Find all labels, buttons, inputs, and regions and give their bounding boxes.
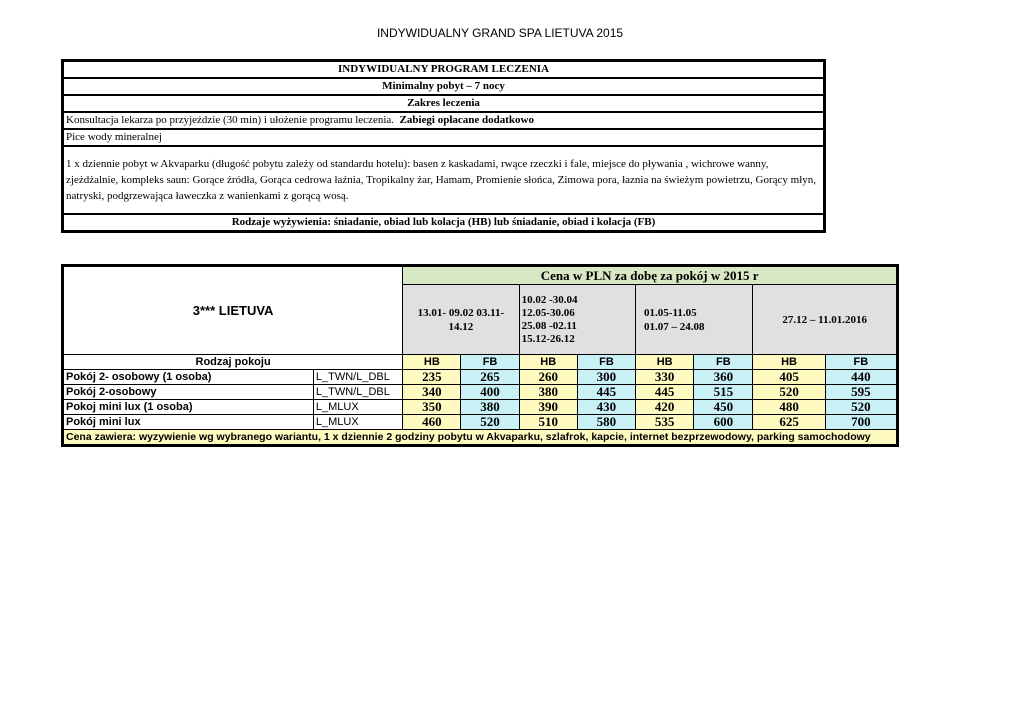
table-row <box>63 400 898 415</box>
meal-label-hb: HB <box>403 355 461 370</box>
price-cell: 260 <box>519 370 577 385</box>
period-4 <box>753 285 898 355</box>
meal-types: Rodzaje wyżywienia: śniadanie, obiad lub kolacja (HB) lub śniadanie, obiad i kolacja (FB) <box>63 214 825 232</box>
treatment-scope: Zakres leczenia <box>63 95 825 112</box>
meal-label-hb: HB <box>519 355 577 370</box>
room-code: L_TWN/L_DBL <box>313 385 402 400</box>
price-cell: 420 <box>636 400 694 415</box>
price-cell: 235 <box>403 370 461 385</box>
table-row <box>63 415 898 430</box>
table-row <box>63 385 898 400</box>
price-cell: 595 <box>825 385 897 400</box>
consultation-text: Konsultacja lekarza po przyjeździe (30 min) i ułożenie programu leczenia. <box>66 114 395 126</box>
room-code: L_MLUX <box>313 415 402 430</box>
meal-label-hb: HB <box>636 355 694 370</box>
room-type-header: Rodzaj pokoju <box>63 355 403 370</box>
room-code: L_MLUX <box>313 400 402 415</box>
period-line: 01.07 – 24.08 <box>644 320 705 333</box>
extra-paid-note: Zabiegi opłacane dodatkowo <box>399 114 534 126</box>
price-cell: 520 <box>461 415 519 430</box>
price-cell: 480 <box>753 400 825 415</box>
program-title: INDYWIDUALNY PROGRAM LECZENIA <box>63 61 825 79</box>
price-cell: 625 <box>753 415 825 430</box>
price-cell: 445 <box>636 385 694 400</box>
price-cell: 515 <box>694 385 753 400</box>
room-name: Pokój mini lux <box>63 415 314 430</box>
price-cell: 700 <box>825 415 897 430</box>
price-cell: 360 <box>694 370 753 385</box>
page-title: INDYWIDUALNY GRAND SPA LIETUVA 2015 <box>376 26 624 40</box>
period-line: 27.12 – 11.01.2016 <box>782 313 868 326</box>
price-cell: 265 <box>461 370 519 385</box>
price-header: Cena w PLN za dobę za pokój w 2015 r <box>403 266 898 285</box>
price-table <box>61 264 899 447</box>
room-name: Pokój 2-osobowy <box>63 385 314 400</box>
price-cell: 510 <box>519 415 577 430</box>
mineral-water: Pice wody mineralnej <box>63 129 825 146</box>
price-cell: 330 <box>636 370 694 385</box>
minimum-stay: Minimalny pobyt – 7 nocy <box>63 78 825 95</box>
period-line: 13.01- 09.02 03.11- <box>417 306 505 319</box>
price-cell: 340 <box>403 385 461 400</box>
price-cell: 520 <box>825 400 897 415</box>
hotel-name: 3*** LIETUVA <box>63 266 403 355</box>
period-line: 25.08 -02.11 <box>521 319 577 332</box>
meal-label-fb: FB <box>461 355 519 370</box>
price-cell: 600 <box>694 415 753 430</box>
room-name: Pokoj mini lux (1 osoba) <box>63 400 314 415</box>
price-cell: 445 <box>577 385 635 400</box>
price-cell: 535 <box>636 415 694 430</box>
period-2 <box>519 285 635 355</box>
price-cell: 460 <box>403 415 461 430</box>
period-line: 10.02 -30.04 <box>521 293 578 306</box>
meal-label-fb: FB <box>694 355 753 370</box>
treatment-program-table <box>61 59 826 233</box>
price-cell: 405 <box>753 370 825 385</box>
price-cell: 430 <box>577 400 635 415</box>
period-3 <box>636 285 753 355</box>
period-line: 14.12 <box>448 320 474 333</box>
period-line: 12.05-30.06 <box>521 306 575 319</box>
meal-label-fb: FB <box>825 355 897 370</box>
period-line: 01.05-11.05 <box>644 306 697 319</box>
price-cell: 450 <box>694 400 753 415</box>
meal-label-hb: HB <box>753 355 825 370</box>
consultation-row <box>63 112 825 129</box>
price-cell: 300 <box>577 370 635 385</box>
room-name: Pokój 2- osobowy (1 osoba) <box>63 370 314 385</box>
price-cell: 400 <box>461 385 519 400</box>
period-line: 15.12-26.12 <box>521 332 575 345</box>
price-cell: 350 <box>403 400 461 415</box>
price-cell: 390 <box>519 400 577 415</box>
aquapark-description: 1 x dziennie pobyt w Akvaparku (długość pobytu zależy od standardu hotelu): basen z kaskadami, rwące rzeczki i fale, miejsce do pływania , wichrowe wanny, zjeżdżalnie, kompleks saun: Gorące źródła, Gorąca cedrowa łaźnia, Tropikalny żar, Hamam, Promienie słońca, Zimowa pora, łaznia na świeżym powietrzu, Gorący młyn, natryski, podgrzewająca ławeczka z wanienkami z gorącą wosą. <box>63 146 825 214</box>
price-cell: 520 <box>753 385 825 400</box>
meal-label-fb: FB <box>577 355 635 370</box>
price-cell: 580 <box>577 415 635 430</box>
period-1 <box>403 285 519 355</box>
price-cell: 380 <box>519 385 577 400</box>
price-includes-note: Cena zawiera: wyzywienie wg wybranego wariantu, 1 x dziennie 2 godziny pobytu w Akvaparku, szlafrok, kapcie, internet bezprzewodowy, parking samochodowy <box>63 430 898 446</box>
price-cell: 380 <box>461 400 519 415</box>
price-cell: 440 <box>825 370 897 385</box>
room-code: L_TWN/L_DBL <box>313 370 402 385</box>
table-row <box>63 370 898 385</box>
